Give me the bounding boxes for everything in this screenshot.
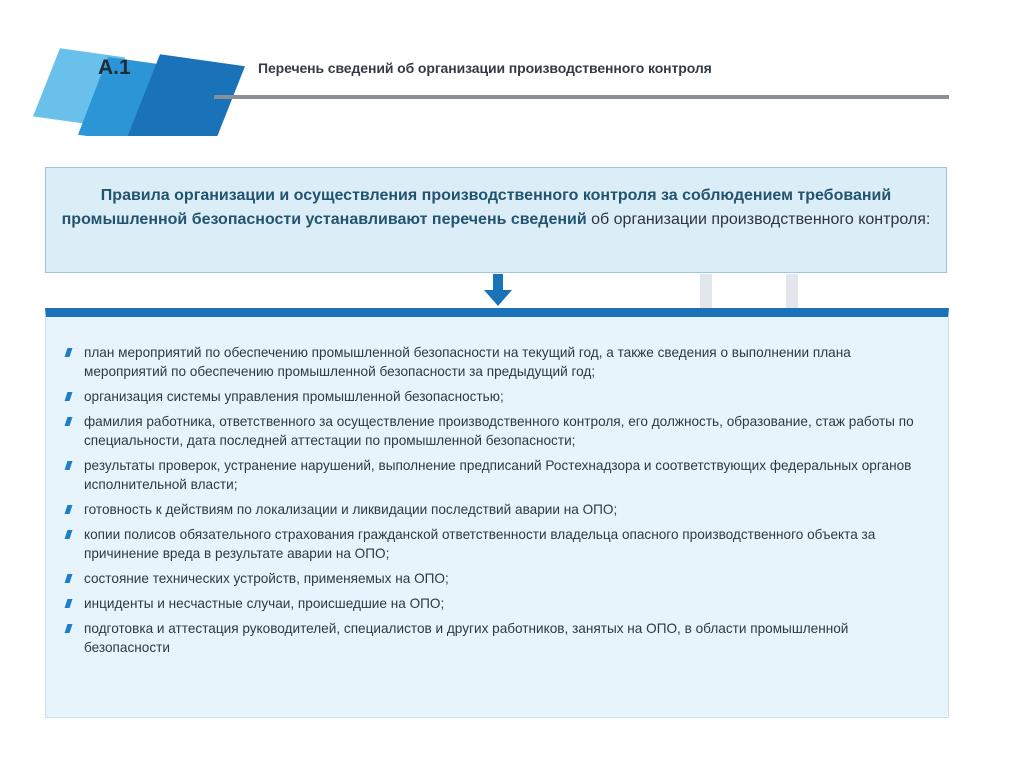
bullet-icon <box>65 599 73 608</box>
bullet-icon <box>65 624 73 633</box>
list-item: готовность к действиям по локализации и ликвидации последствий аварии на ОПО; <box>66 500 928 519</box>
list-item: план мероприятий по обеспечению промышленной безопасности на текущий год, а также сведения о выполнении плана мероприятий по обеспечению промышленной безопасности за предыдущий год; <box>66 343 928 381</box>
down-arrow-icon <box>484 274 512 308</box>
bullet-icon <box>65 574 73 583</box>
intro-box <box>45 167 947 273</box>
header-divider <box>214 95 949 99</box>
header-decoration <box>28 36 258 136</box>
bullet-list <box>46 317 948 657</box>
connector-bar <box>700 274 712 308</box>
list-item: подготовка и аттестация руководителей, специалистов и других работников, занятых на ОПО, в области промышленной безопасности <box>66 619 928 657</box>
list-item: фамилия работника, ответственного за осуществление производственного контроля, его должность, образование, стаж работы по специальности, дата последней аттестации по промышленной безопасности; <box>66 412 928 450</box>
list-item: организация системы управления промышленной безопасностью; <box>66 387 928 406</box>
bullet-icon <box>65 530 73 539</box>
bullet-icon <box>65 461 73 470</box>
connector-bar <box>786 274 798 308</box>
list-item: инциденты и несчастные случаи, происшедшие на ОПО; <box>66 594 928 613</box>
intro-text-bold: Правила организации и осуществления производственного контроля за соблюдением требований промышленной безопасности устанавливают перечень сведений <box>61 187 892 228</box>
intro-text-normal: об организации производственного контроля: <box>586 211 931 228</box>
page-title: Перечень сведений об организации производственного контроля <box>258 60 712 76</box>
section-number: А.1 <box>98 56 131 79</box>
bullet-icon <box>65 505 73 514</box>
list-item: состояние технических устройств, применяемых на ОПО; <box>66 569 928 588</box>
bullet-icon <box>65 392 73 401</box>
list-panel <box>45 308 949 718</box>
bullet-icon <box>65 417 73 426</box>
bullet-icon <box>65 348 73 357</box>
list-item: результаты проверок, устранение нарушений, выполнение предписаний Ростехнадзора и соответствующих федеральных органов исполнительной власти; <box>66 456 928 494</box>
list-item: копии полисов обязательного страхования гражданской ответственности владельца опасного производственного объекта за причинение вреда в результате аварии на ОПО; <box>66 525 928 563</box>
